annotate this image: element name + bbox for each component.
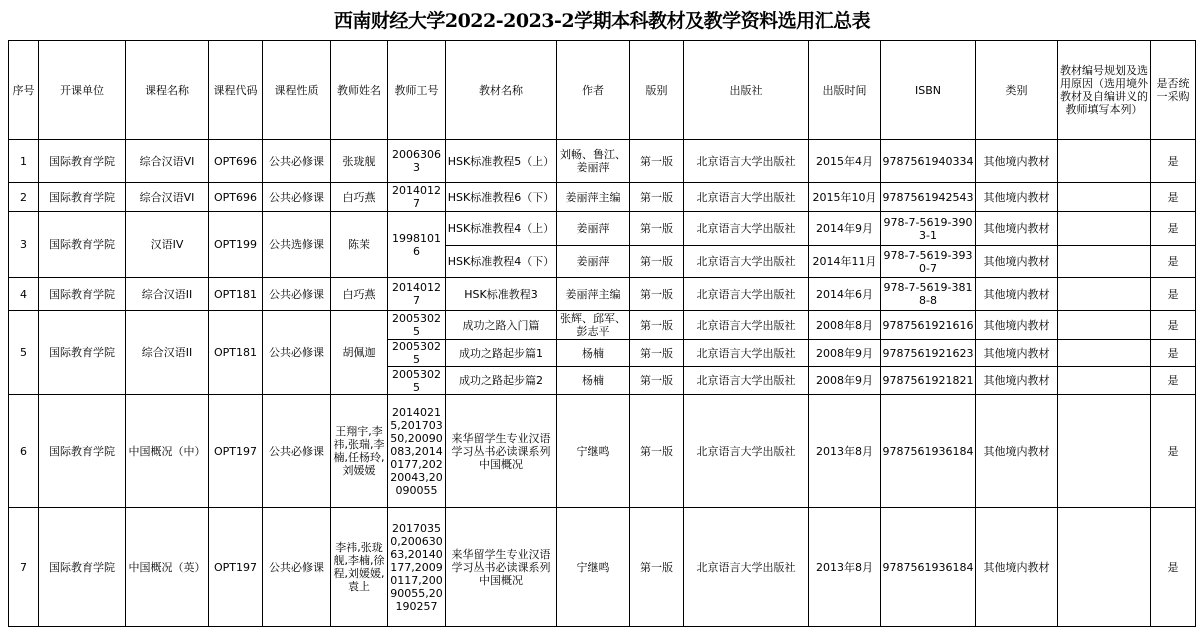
- cell-teacher: 陈茉: [331, 212, 388, 278]
- cell-edition: 第一版: [630, 395, 684, 508]
- cell-reason: [1058, 183, 1151, 212]
- cell-teacher-id: 20140127: [388, 183, 446, 212]
- cell-category: 其他境内教材: [976, 140, 1058, 183]
- cell-date: 2014年11月: [809, 246, 881, 278]
- cell-edition: 第一版: [630, 246, 684, 278]
- cell-author: 姜丽萍: [557, 212, 630, 246]
- cell-unit: 国际教育学院: [39, 183, 126, 212]
- cell-category: 其他境内教材: [976, 246, 1058, 278]
- cell-isbn: 9787561921821: [881, 367, 976, 395]
- table-row: [9, 311, 1196, 340]
- cell-no: 1: [9, 140, 39, 183]
- cell-date: 2014年6月: [809, 278, 881, 311]
- cell-author: 姜丽萍: [557, 246, 630, 278]
- cell-nature: 公共必修课: [263, 140, 331, 183]
- cell-course: 综合汉语VI: [126, 140, 209, 183]
- cell-edition: 第一版: [630, 340, 684, 367]
- cell-teacher: 白巧燕: [331, 183, 388, 212]
- table-row: [9, 140, 1196, 183]
- textbook-summary-table: [8, 40, 1196, 627]
- cell-code: OPT181: [209, 278, 263, 311]
- cell-publisher: 北京语言大学出版社: [684, 246, 809, 278]
- header-date: 出版时间: [809, 41, 881, 140]
- table-row: [9, 395, 1196, 508]
- cell-category: 其他境内教材: [976, 311, 1058, 340]
- cell-course: 综合汉语II: [126, 278, 209, 311]
- cell-nature: 公共必修课: [263, 311, 331, 395]
- cell-unit: 国际教育学院: [39, 395, 126, 508]
- cell-teacher-id: 19981016: [388, 212, 446, 278]
- cell-nature: 公共必修课: [263, 395, 331, 508]
- cell-category: 其他境内教材: [976, 340, 1058, 367]
- cell-no: 6: [9, 395, 39, 508]
- cell-unified: 是: [1151, 340, 1196, 367]
- cell-nature: 公共必修课: [263, 278, 331, 311]
- cell-isbn: 9787561921623: [881, 340, 976, 367]
- cell-publisher: 北京语言大学出版社: [684, 508, 809, 627]
- cell-publisher: 北京语言大学出版社: [684, 395, 809, 508]
- cell-unified: 是: [1151, 246, 1196, 278]
- cell-book: HSK标准教程4（上）: [446, 212, 557, 246]
- cell-unified: 是: [1151, 508, 1196, 627]
- cell-isbn: 9787561936184: [881, 508, 976, 627]
- header-category: 类别: [976, 41, 1058, 140]
- cell-nature: 公共必修课: [263, 508, 331, 627]
- cell-date: 2013年8月: [809, 395, 881, 508]
- header-code: 课程代码: [209, 41, 263, 140]
- cell-isbn: 9787561936184: [881, 395, 976, 508]
- cell-no: 2: [9, 183, 39, 212]
- cell-course: 汉语IV: [126, 212, 209, 278]
- header-teacher: 教师姓名: [331, 41, 388, 140]
- cell-book: 成功之路起步篇2: [446, 367, 557, 395]
- cell-edition: 第一版: [630, 212, 684, 246]
- cell-date: 2014年9月: [809, 212, 881, 246]
- cell-category: 其他境内教材: [976, 212, 1058, 246]
- cell-unified: 是: [1151, 367, 1196, 395]
- cell-category: 其他境内教材: [976, 278, 1058, 311]
- table-row: [9, 278, 1196, 311]
- cell-date: 2008年8月: [809, 311, 881, 340]
- cell-book: HSK标准教程5（上）: [446, 140, 557, 183]
- cell-category: 其他境内教材: [976, 395, 1058, 508]
- cell-code: OPT696: [209, 140, 263, 183]
- cell-edition: 第一版: [630, 183, 684, 212]
- header-author: 作者: [557, 41, 630, 140]
- cell-edition: 第一版: [630, 508, 684, 627]
- cell-author: 宁继鸣: [557, 508, 630, 627]
- cell-reason: [1058, 140, 1151, 183]
- cell-teacher: 张珑舰: [331, 140, 388, 183]
- cell-category: 其他境内教材: [976, 508, 1058, 627]
- header-isbn: ISBN: [881, 41, 976, 140]
- cell-reason: [1058, 311, 1151, 340]
- header-no: 序号: [9, 41, 39, 140]
- cell-isbn: 9787561921616: [881, 311, 976, 340]
- cell-author: 杨楠: [557, 340, 630, 367]
- cell-unified: 是: [1151, 311, 1196, 340]
- cell-author: 刘畅、鲁江、姜丽萍: [557, 140, 630, 183]
- cell-date: 2008年9月: [809, 367, 881, 395]
- cell-teacher: 白巧燕: [331, 278, 388, 311]
- cell-publisher: 北京语言大学出版社: [684, 183, 809, 212]
- cell-code: OPT197: [209, 508, 263, 627]
- cell-publisher: 北京语言大学出版社: [684, 212, 809, 246]
- header-edition: 版别: [630, 41, 684, 140]
- cell-code: OPT181: [209, 311, 263, 395]
- cell-reason: [1058, 246, 1151, 278]
- cell-unified: 是: [1151, 212, 1196, 246]
- cell-edition: 第一版: [630, 140, 684, 183]
- cell-unit: 国际教育学院: [39, 212, 126, 278]
- cell-no: 5: [9, 311, 39, 395]
- cell-reason: [1058, 508, 1151, 627]
- cell-isbn: 978-7-5619-3903-1: [881, 212, 976, 246]
- header-book: 教材名称: [446, 41, 557, 140]
- header-reason: 教材编号规划及选用原因（选用境外教材及自编讲义的教师填写本列）: [1058, 41, 1151, 140]
- cell-teacher: 李祎,张珑舰,李楠,徐程,刘媛媛,袁上: [331, 508, 388, 627]
- cell-unified: 是: [1151, 140, 1196, 183]
- cell-publisher: 北京语言大学出版社: [684, 340, 809, 367]
- cell-book: HSK标准教程6（下）: [446, 183, 557, 212]
- cell-no: 7: [9, 508, 39, 627]
- cell-author: 张辉、邱军、彭志平: [557, 311, 630, 340]
- cell-category: 其他境内教材: [976, 367, 1058, 395]
- cell-unified: 是: [1151, 183, 1196, 212]
- cell-edition: 第一版: [630, 367, 684, 395]
- cell-teacher-id: 20053025: [388, 311, 446, 340]
- cell-teacher-id: 20053025: [388, 367, 446, 395]
- cell-category: 其他境内教材: [976, 183, 1058, 212]
- cell-book: HSK标准教程3: [446, 278, 557, 311]
- cell-course: 综合汉语II: [126, 311, 209, 395]
- cell-author: 姜丽萍主编: [557, 183, 630, 212]
- cell-isbn: 978-7-5619-3930-7: [881, 246, 976, 278]
- cell-reason: [1058, 340, 1151, 367]
- cell-nature: 公共必修课: [263, 183, 331, 212]
- cell-book: 来华留学生专业汉语学习丛书必读课系列中国概况: [446, 508, 557, 627]
- cell-publisher: 北京语言大学出版社: [684, 140, 809, 183]
- cell-reason: [1058, 278, 1151, 311]
- cell-isbn: 9787561940334: [881, 140, 976, 183]
- cell-date: 2008年9月: [809, 340, 881, 367]
- cell-nature: 公共选修课: [263, 212, 331, 278]
- cell-book: 来华留学生专业汉语学习丛书必读课系列中国概况: [446, 395, 557, 508]
- cell-author: 宁继鸣: [557, 395, 630, 508]
- cell-publisher: 北京语言大学出版社: [684, 367, 809, 395]
- cell-no: 3: [9, 212, 39, 278]
- header-nature: 课程性质: [263, 41, 331, 140]
- cell-course: 综合汉语VI: [126, 183, 209, 212]
- header-course: 课程名称: [126, 41, 209, 140]
- cell-unified: 是: [1151, 395, 1196, 508]
- header-row: [9, 41, 1196, 140]
- header-unified: 是否统一采购: [1151, 41, 1196, 140]
- table-row: [9, 183, 1196, 212]
- cell-unified: 是: [1151, 278, 1196, 311]
- cell-isbn: 978-7-5619-3818-8: [881, 278, 976, 311]
- cell-isbn: 9787561942543: [881, 183, 976, 212]
- cell-teacher-id: 20140215,20170350,20090083,20140177,20220043,20090055: [388, 395, 446, 508]
- page-title: 西南财经大学2022-2023-2学期本科教材及教学资料选用汇总表: [333, 10, 871, 32]
- cell-code: OPT197: [209, 395, 263, 508]
- cell-code: OPT199: [209, 212, 263, 278]
- cell-date: 2013年8月: [809, 508, 881, 627]
- cell-teacher: 胡佩迦: [331, 311, 388, 395]
- cell-unit: 国际教育学院: [39, 311, 126, 395]
- cell-publisher: 北京语言大学出版社: [684, 278, 809, 311]
- table-row: [9, 212, 1196, 246]
- cell-date: 2015年10月: [809, 183, 881, 212]
- cell-teacher-id: 20140127: [388, 278, 446, 311]
- cell-teacher-id: 20063063: [388, 140, 446, 183]
- cell-reason: [1058, 395, 1151, 508]
- cell-author: 杨楠: [557, 367, 630, 395]
- cell-unit: 国际教育学院: [39, 278, 126, 311]
- cell-teacher-id: 20053025: [388, 340, 446, 367]
- cell-date: 2015年4月: [809, 140, 881, 183]
- cell-book: 成功之路起步篇1: [446, 340, 557, 367]
- cell-unit: 国际教育学院: [39, 140, 126, 183]
- cell-no: 4: [9, 278, 39, 311]
- header-publisher: 出版社: [684, 41, 809, 140]
- cell-reason: [1058, 367, 1151, 395]
- cell-author: 姜丽萍主编: [557, 278, 630, 311]
- cell-code: OPT696: [209, 183, 263, 212]
- cell-edition: 第一版: [630, 278, 684, 311]
- cell-teacher: 王翔宇,李祎,张瑞,李楠,任杨玲,刘媛媛: [331, 395, 388, 508]
- cell-unit: 国际教育学院: [39, 508, 126, 627]
- header-teacher-id: 教师工号: [388, 41, 446, 140]
- cell-course: 中国概况（中）: [126, 395, 209, 508]
- table-row: [9, 508, 1196, 627]
- cell-publisher: 北京语言大学出版社: [684, 311, 809, 340]
- header-unit: 开课单位: [39, 41, 126, 140]
- cell-book: 成功之路入门篇: [446, 311, 557, 340]
- cell-reason: [1058, 212, 1151, 246]
- cell-edition: 第一版: [630, 311, 684, 340]
- cell-teacher-id: 20170350,20063063,20140177,20090117,20090055,20190257: [388, 508, 446, 627]
- cell-course: 中国概况（英）: [126, 508, 209, 627]
- cell-book: HSK标准教程4（下）: [446, 246, 557, 278]
